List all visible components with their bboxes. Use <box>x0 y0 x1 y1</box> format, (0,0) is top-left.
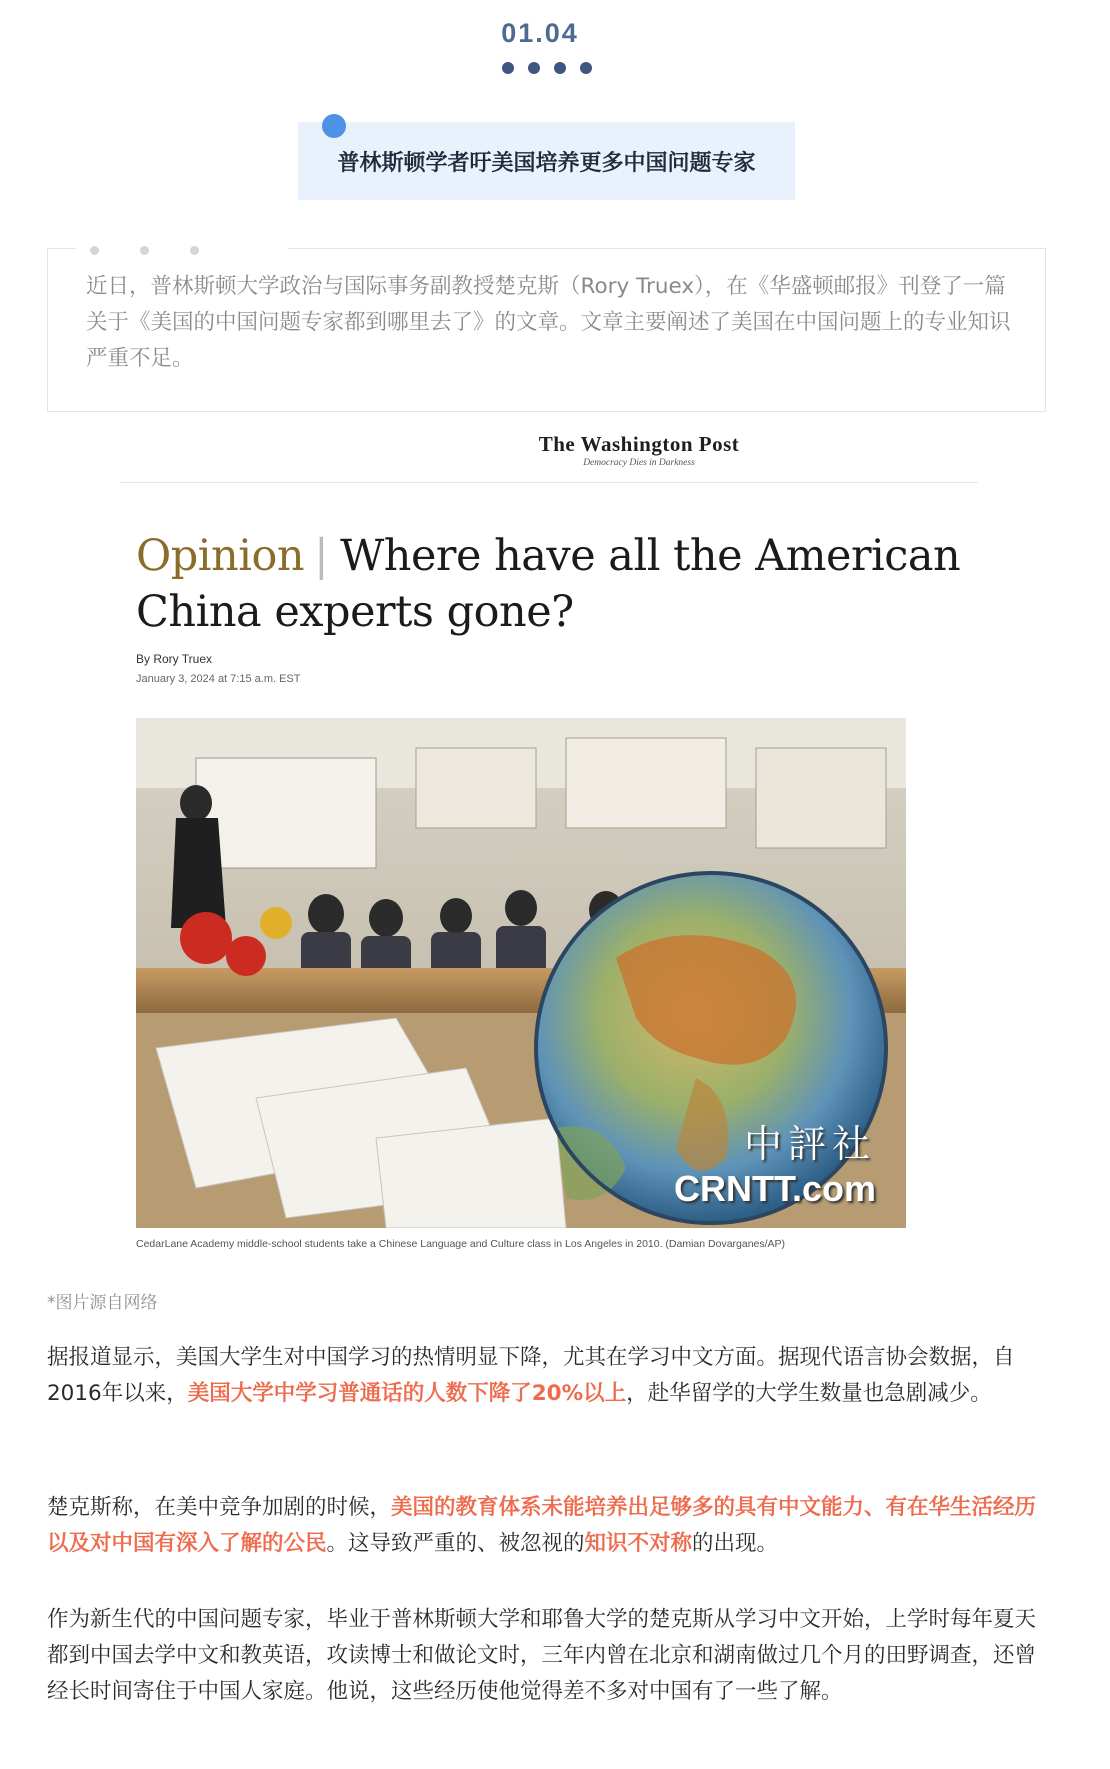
classroom-photo <box>136 718 906 1228</box>
grey-dot-icon <box>90 246 99 255</box>
paragraph-text: ，赴华留学的大学生数量也急剧减少。 <box>626 1381 992 1406</box>
dot-icon <box>502 62 514 74</box>
article-screenshot-image <box>120 430 978 1260</box>
masthead-divider <box>120 482 978 483</box>
highlight-text: 知识不对称 <box>584 1531 693 1556</box>
highlight-text: 美国的教育体系未能培养出足够多的具有中文能力、有在华生活经历以及对中国有深入了解的公民 <box>47 1495 1037 1556</box>
watermark-english: CRNTT.com <box>673 1168 876 1209</box>
grey-dot-icon <box>140 246 149 255</box>
kicker-separator: | <box>314 531 329 581</box>
dot-icon <box>528 62 540 74</box>
opinion-kicker: Opinion <box>136 531 305 581</box>
dot-icon <box>580 62 592 74</box>
paragraph-text: 的出现。 <box>692 1531 779 1556</box>
crntt-watermark <box>674 1113 876 1210</box>
paragraph-text: 。这导致严重的、被忽视的 <box>326 1531 585 1556</box>
intro-text: 近日，普林斯顿大学政治与国际事务副教授楚克斯（Rory Truex），在《华盛顿邮报》刊登了一篇关于《美国的中国问题专家都到哪里去了》的文章。文章主要阐述了美国在中国问题上的专业知识严重不足。 <box>86 274 1011 371</box>
intro-box <box>47 248 1046 412</box>
masthead-logo: The Washington Post <box>538 432 740 456</box>
paragraph-text: 据报道显示，美国大学生对中国学习的热情明显下降，尤其在学习中文方面。据现代语言协会数据，自2016年以来， <box>47 1345 1015 1406</box>
photo-caption: CedarLane Academy middle-school students take a Chinese Language and Culture class in Los Angeles in 2010. (Damian Dovarganes/AP) <box>136 1238 786 1250</box>
grey-dot-icon <box>190 246 199 255</box>
dot-icon <box>554 62 566 74</box>
section-dots-decoration <box>502 62 592 76</box>
section-number: 01.04 <box>501 18 579 48</box>
section-title-box <box>298 122 795 200</box>
blue-dot-icon <box>322 114 346 138</box>
article-headline <box>136 528 976 640</box>
byline: By Rory Truex <box>136 652 213 666</box>
intro-border-gap <box>76 246 288 252</box>
paragraph-2 <box>47 1490 1047 1562</box>
masthead-motto: Democracy Dies in Darkness <box>583 458 695 468</box>
highlight-text: 美国大学中学习普通话的人数下降了20%以上 <box>187 1381 627 1406</box>
washington-post-masthead <box>210 432 1068 468</box>
image-source-note: *图片源自网络 <box>47 1293 158 1313</box>
paragraph-3 <box>47 1602 1047 1710</box>
paragraph-text: 楚克斯称，在美中竞争加剧的时候， <box>47 1495 392 1520</box>
paragraph-1 <box>47 1340 1047 1412</box>
headline-text: Where have all the American China experts gone? <box>136 531 961 637</box>
dateline: January 3, 2024 at 7:15 a.m. EST <box>136 673 301 685</box>
paragraph-text: 作为新生代的中国问题专家，毕业于普林斯顿大学和耶鲁大学的楚克斯从学习中文开始，上学时每年夏天都到中国去学中文和教英语，攻读博士和做论文时，三年内曾在北京和湖南做过几个月的田野调查，还曾经长时间寄住于中国人家庭。他说，这些经历使他觉得差不多对中国有了一些了解。 <box>47 1607 1037 1704</box>
watermark-chinese: 中評社 <box>743 1122 876 1166</box>
section-title: 普林斯顿学者吁美国培养更多中国问题专家 <box>337 150 756 176</box>
